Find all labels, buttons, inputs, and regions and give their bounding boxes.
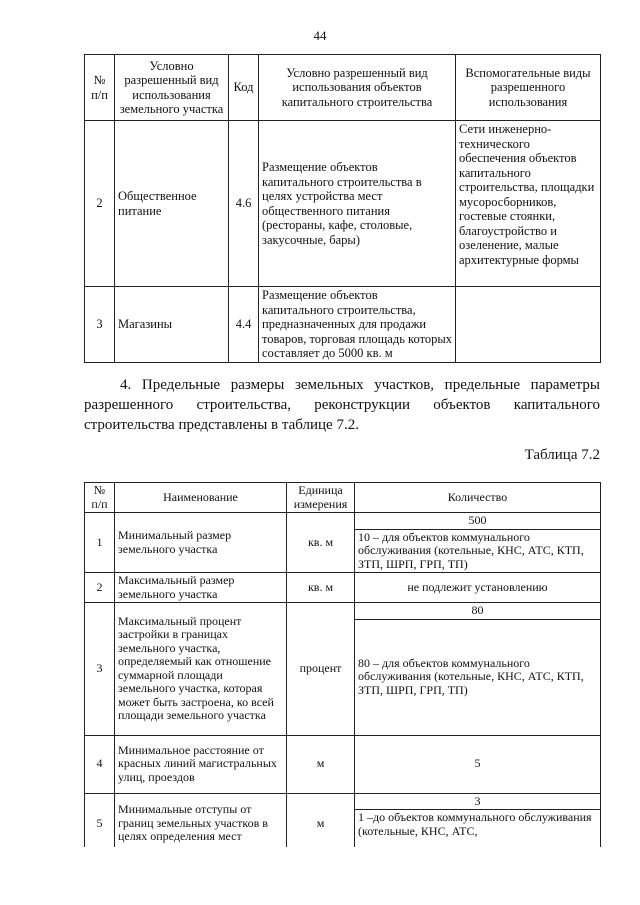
row-num: 5 <box>85 793 115 847</box>
row-unit: кв. м <box>287 513 355 573</box>
header-kind: Условно разрешенный вид использования земельного участка <box>115 55 229 121</box>
parameters-table <box>84 482 601 847</box>
row-aux: Сети инженерно-технического обеспечения объектов капитального строительства, площадки мусоросборников, гостевые стоянки, благоустройство и озеленение, малые архитектурные формы <box>456 121 601 287</box>
row-code: 4.4 <box>229 287 259 363</box>
header-qty: Количество <box>355 483 601 513</box>
row-qty-main: 5 <box>355 735 601 793</box>
table-row <box>85 287 601 363</box>
row-qty-main: 500 <box>355 513 601 530</box>
parameters-table-clip <box>84 482 601 847</box>
row-name: Минимальное расстояние от красных линий магистральных улиц, проездов <box>115 735 287 793</box>
page-number: 44 <box>313 28 327 43</box>
table-header-row <box>85 55 601 121</box>
row-kind: Общественное питание <box>115 121 229 287</box>
table-row <box>85 793 601 810</box>
row-num: 1 <box>85 513 115 573</box>
table-header-row <box>85 483 601 513</box>
row-name: Минимальный размер земельного участка <box>115 513 287 573</box>
header-num: № п/п <box>85 55 115 121</box>
row-name: Минимальные отступы от границ земельных участков в целях определения мест <box>115 793 287 847</box>
table-row <box>85 573 601 603</box>
paragraph-text: 4. Предельные размеры земельных участков, предельные параметры разрешенного строительства, реконструкции объектов капитального строительства представлены в таблице 7.2. <box>84 377 600 433</box>
table-row <box>85 603 601 620</box>
row-unit: кв. м <box>287 573 355 603</box>
row-qty-note: 80 – для объектов коммунального обслуживания (котельные, КНС, АТС, КТП, ЗТП, ШРП, ГРП, ТП) <box>355 619 601 735</box>
row-code: 4.6 <box>229 121 259 287</box>
table-row <box>85 735 601 793</box>
table-caption: Таблица 7.2 <box>524 447 600 463</box>
row-name: Максимальный процент застройки в границах земельного участка, определяемый как отношение суммарной площади земельного участка, которая может быть застроена, ко всей площади земельного участка <box>115 603 287 736</box>
header-code: Код <box>229 55 259 121</box>
row-unit: м <box>287 793 355 847</box>
header-unit: Единица измерения <box>287 483 355 513</box>
header-name: Наименование <box>115 483 287 513</box>
row-unit: процент <box>287 603 355 736</box>
row-num: 2 <box>85 121 115 287</box>
row-objects: Размещение объектов капитального строительства, предназначенных для продажи товаров, торговая площадь которых составляет до 5000 кв. м <box>259 287 456 363</box>
row-unit: м <box>287 735 355 793</box>
header-objects: Условно разрешенный вид использования объектов капитального строительства <box>259 55 456 121</box>
row-qty-main: не подлежит установлению <box>355 573 601 603</box>
header-num: № п/п <box>85 483 115 513</box>
table-row <box>85 513 601 530</box>
row-num: 3 <box>85 603 115 736</box>
row-qty-main: 80 <box>355 603 601 620</box>
row-kind: Магазины <box>115 287 229 363</box>
row-num: 3 <box>85 287 115 363</box>
permitted-use-table <box>84 54 601 363</box>
row-aux <box>456 287 601 363</box>
paragraph-4 <box>84 375 600 435</box>
table-row <box>85 121 601 287</box>
row-num: 2 <box>85 573 115 603</box>
header-aux: Вспомогательные виды разрешенного использования <box>456 55 601 121</box>
row-qty-note: 1 –до объектов коммунального обслуживания (котельные, КНС, АТС, <box>355 810 601 848</box>
row-name: Максимальный размер земельного участка <box>115 573 287 603</box>
row-num: 4 <box>85 735 115 793</box>
row-objects: Размещение объектов капитального строительства в целях устройства мест общественного питания (рестораны, кафе, столовые, закусочные, бары) <box>259 121 456 287</box>
row-qty-note: 10 – для объектов коммунального обслуживания (котельные, КНС, АТС, КТП, ЗТП, ШРП, ГРП, ТП) <box>355 529 601 573</box>
row-qty-main: 3 <box>355 793 601 810</box>
